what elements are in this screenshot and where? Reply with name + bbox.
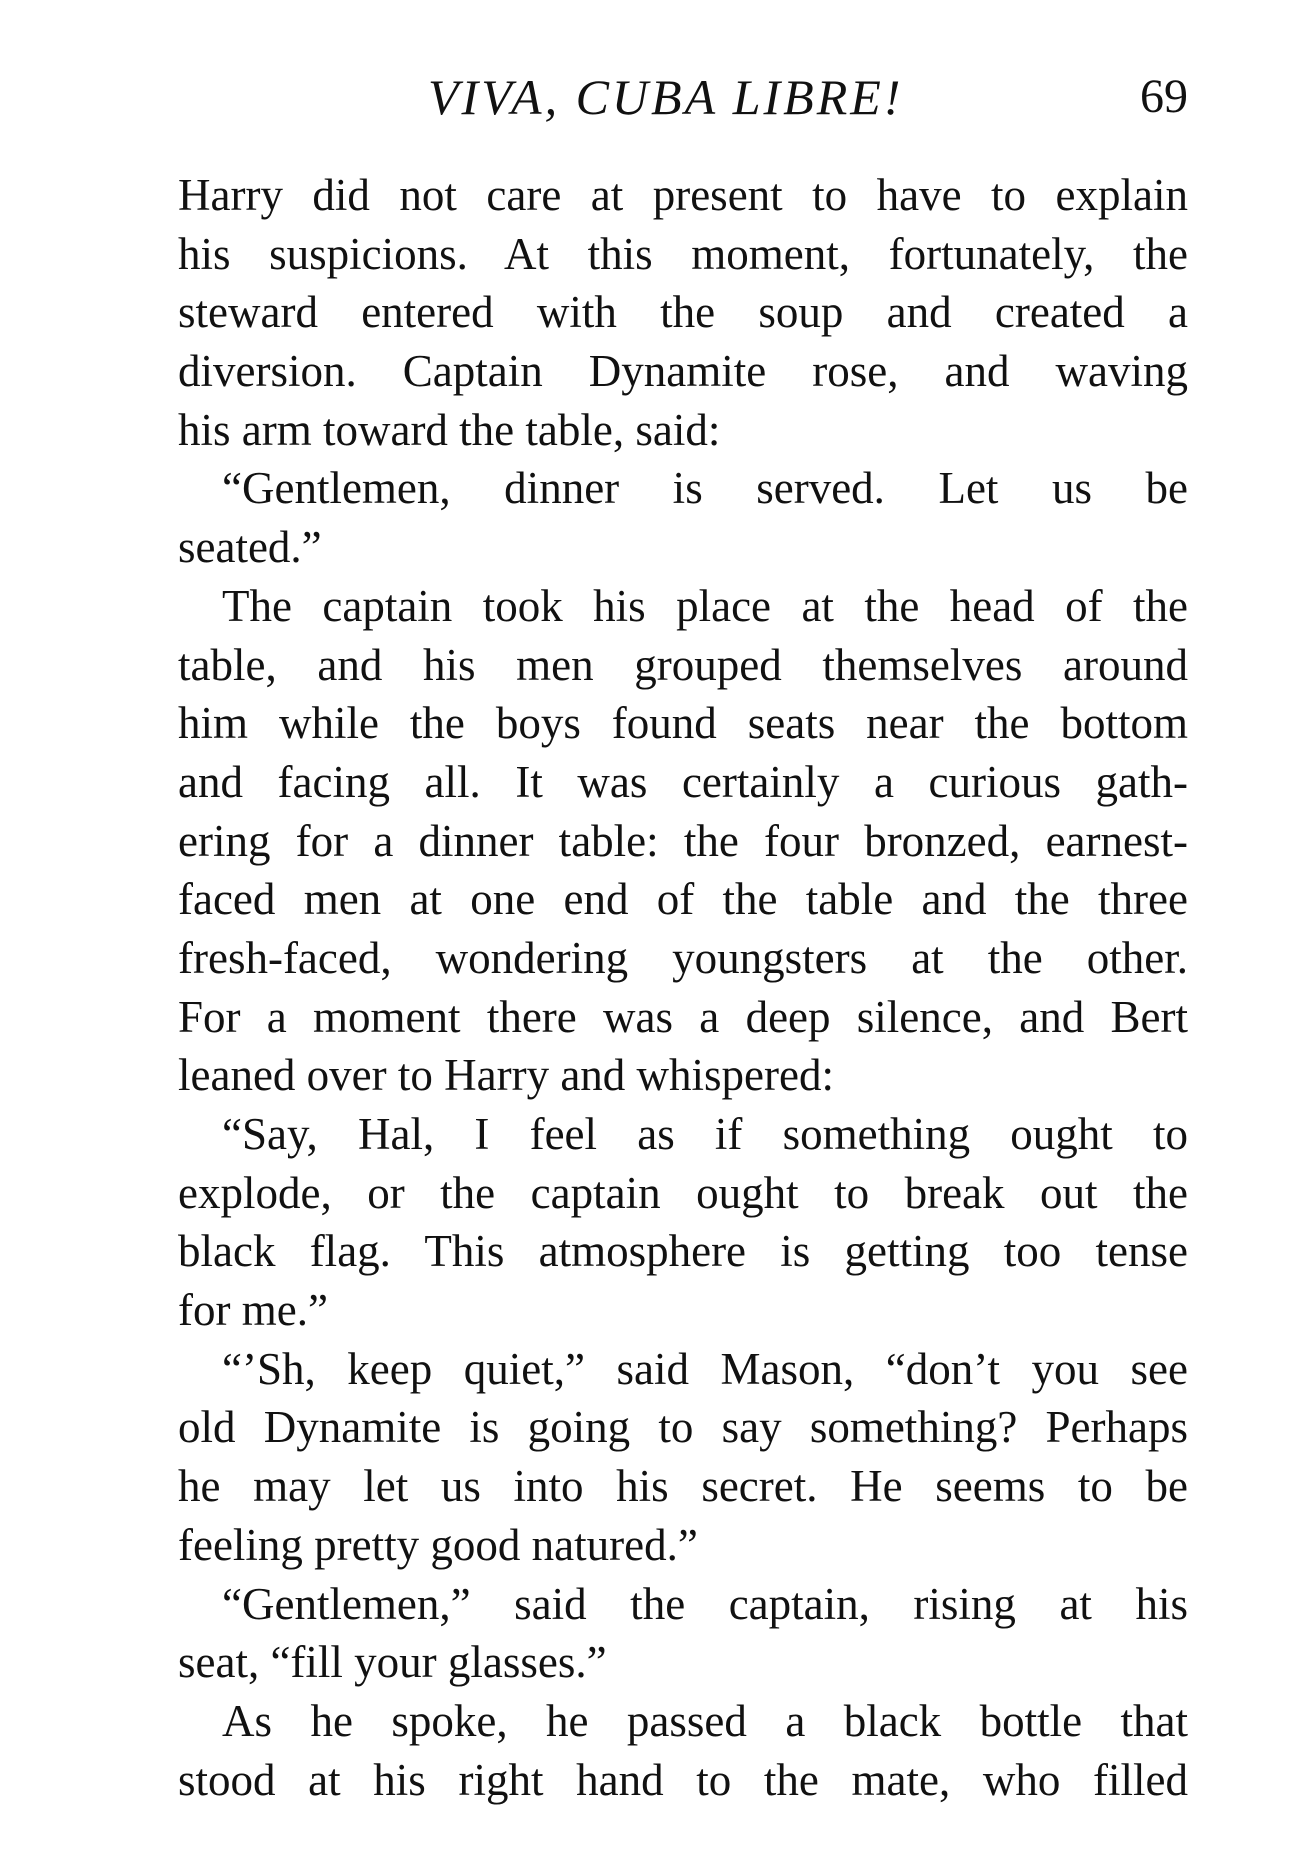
paragraph xyxy=(178,459,1188,576)
text-line: table, and his men grouped themselves around xyxy=(178,639,1188,690)
text-line: his suspicions. At this moment, fortunately, the xyxy=(178,228,1188,279)
body-text xyxy=(178,166,1188,1809)
text-line: “Say, Hal, I feel as if something ought to xyxy=(222,1109,1188,1159)
text-line: seat, “fill your glasses.” xyxy=(178,1637,607,1688)
paragraph xyxy=(178,1105,1188,1340)
text-line: his arm toward the table, said: xyxy=(178,404,721,455)
text-line: leaned over to Harry and whispered: xyxy=(178,1050,834,1101)
text-line: diversion. Captain Dynamite rose, and waving xyxy=(178,346,1188,397)
text-line: black flag. This atmosphere is getting too tense xyxy=(178,1226,1188,1277)
text-line: ering for a dinner table: the four bronzed, earnest- xyxy=(178,815,1188,866)
text-line: old Dynamite is going to say something? Perhaps xyxy=(178,1402,1188,1453)
text-line: As he spoke, he passed a black bottle that xyxy=(222,1695,1188,1746)
text-line: “’Sh, keep quiet,” said Mason, “don’t you see xyxy=(222,1343,1188,1394)
paragraph xyxy=(178,577,1188,1105)
paragraph xyxy=(178,1340,1188,1575)
paragraph xyxy=(178,166,1188,459)
page-header xyxy=(178,62,1188,132)
paragraph xyxy=(178,1692,1188,1809)
text-line: stood at his right hand to the mate, who filled xyxy=(178,1754,1188,1805)
page-number: 69 xyxy=(1140,70,1188,123)
text-line: “Gentlemen, dinner is served. Let us be xyxy=(222,463,1188,514)
text-line: faced men at one end of the table and the three xyxy=(178,874,1188,925)
text-line: explode, or the captain ought to break out the xyxy=(178,1167,1188,1218)
text-line: for me.” xyxy=(178,1285,328,1336)
text-line: and facing all. It was certainly a curious gath- xyxy=(178,756,1188,807)
text-line: steward entered with the soup and created a xyxy=(178,287,1188,338)
text-line: fresh-faced, wondering youngsters at the other. xyxy=(178,932,1188,983)
text-line: feeling pretty good natured.” xyxy=(178,1519,698,1570)
text-line: him while the boys found seats near the bottom xyxy=(178,698,1188,749)
text-line: The captain took his place at the head of the xyxy=(222,580,1188,631)
text-line: “Gentlemen,” said the captain, rising at his xyxy=(222,1578,1188,1629)
text-line: he may let us into his secret. He seems to be xyxy=(178,1461,1188,1512)
paragraph xyxy=(178,1575,1188,1692)
text-line: Harry did not care at present to have to explain xyxy=(178,170,1188,220)
text-line: For a moment there was a deep silence, and Bert xyxy=(178,991,1188,1042)
text-line: seated.” xyxy=(178,522,322,573)
running-title: VIVA, CUBA LIBRE! xyxy=(428,69,904,125)
